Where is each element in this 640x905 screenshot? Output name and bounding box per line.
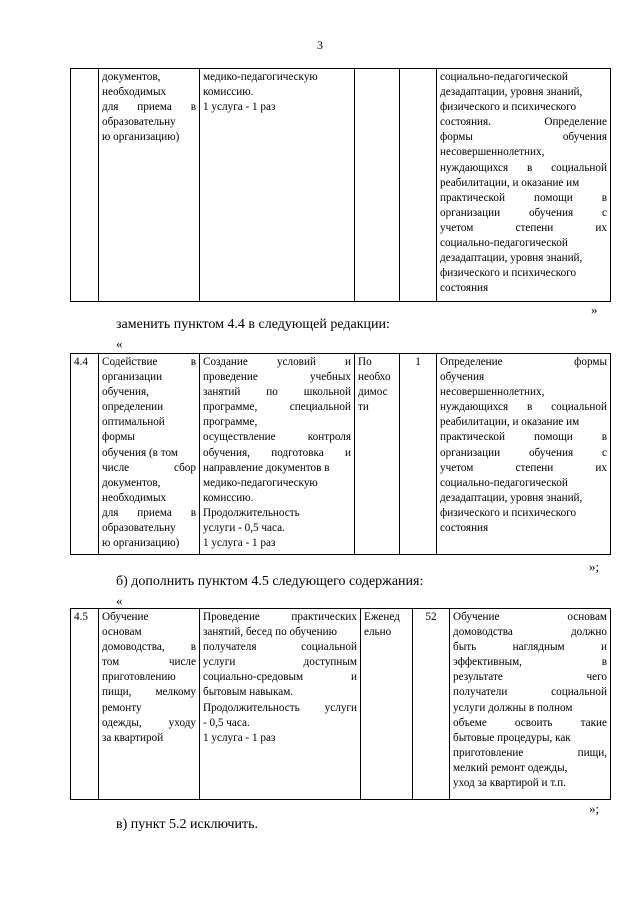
close-quote-3: »; — [589, 801, 600, 816]
cell-text-line: ельно — [364, 626, 392, 639]
cell-text-line: комиссию. — [203, 491, 254, 504]
cell-text-line: нуждающихся в социальной — [440, 161, 607, 174]
paragraph-exclude-5-2: в) пункт 5.2 исключить. — [116, 817, 258, 832]
cell-text-line: занятий по школьной — [203, 386, 351, 399]
open-quote-1: « — [116, 336, 123, 351]
period-cell — [361, 609, 413, 800]
cell-text-line: приготовлению — [102, 671, 176, 684]
cell-text-line: занятий, бесед по обучению — [203, 626, 337, 639]
table-item-4-5 — [70, 608, 611, 800]
cell-text-line: - 0,5 часа. — [203, 716, 250, 729]
cell-text-line: оптимальной — [102, 416, 165, 429]
cell-text-line: дезадаптации, уровня знаний, — [440, 86, 583, 99]
cell-text-line: дезадаптации, уровня знаний, — [440, 252, 583, 265]
period-cell — [355, 69, 400, 302]
cell-text-line: обучения, — [102, 386, 149, 399]
cell-text-line: Создание условий и — [203, 356, 351, 368]
table-item-4-4 — [70, 353, 611, 555]
cell-text-line: объеме освоить такие — [453, 716, 607, 729]
cell-text-line: уход за квартирой и т.п. — [453, 777, 566, 790]
cell-text-line: Определение формы — [440, 356, 607, 368]
cell-text-line: том числе — [102, 656, 196, 669]
cell-text-line: программе, специальной — [203, 401, 351, 414]
cell-text-line: необходимых — [102, 86, 167, 99]
cell-text-line: Содействие в — [102, 356, 196, 368]
cell-text-line: основам — [102, 626, 142, 639]
service-name-cell — [99, 609, 200, 800]
cell-text-line: Проведение практических — [203, 611, 357, 623]
cell-text-line: Продолжительность — [203, 506, 300, 519]
service-name-cell — [99, 69, 200, 302]
result-cell — [437, 354, 611, 555]
table-continuation — [70, 68, 611, 302]
cell-text-line: социально-средовым и — [203, 671, 357, 684]
cell-text-line: Еженед — [364, 611, 400, 623]
cell-text-line: димос — [358, 386, 388, 399]
cell-text-line: медико-педагогическую — [203, 476, 318, 489]
cell-text-line: ремонту — [102, 701, 142, 714]
cell-text-line: практической помощи в — [440, 431, 607, 444]
service-content-cell — [200, 354, 355, 555]
count-cell — [400, 69, 437, 302]
cell-text-line: медико-педагогическую — [203, 71, 318, 83]
close-quote-2: »; — [589, 559, 600, 574]
number-cell — [71, 69, 99, 302]
cell-text-line: направление документов в — [203, 461, 330, 474]
cell-text-line: результате чего — [453, 671, 607, 684]
count-cell: 1 — [400, 354, 437, 555]
cell-text-line: комиссию. — [203, 86, 254, 99]
cell-text-line: обучения (в том — [102, 446, 178, 459]
cell-text-line: дезадаптации, уровня знаний, — [440, 491, 583, 504]
cell-text-line: ю организацию) — [102, 537, 180, 550]
count-cell: 52 — [413, 609, 450, 800]
cell-text-line: социально-педагогической — [440, 476, 568, 489]
cell-text-line: ти — [358, 401, 369, 414]
cell-text-line: ю организацию) — [102, 131, 180, 144]
cell-text-line: услуги - 0,5 часа. — [203, 522, 285, 535]
cell-text-line: бытовые процедуры, как — [453, 731, 571, 744]
paragraph-replace-4-4: заменить пунктом 4.4 в следующей редакции: — [116, 317, 390, 332]
cell-text-line: для приема в — [102, 506, 196, 519]
cell-text-line: числе сбор — [102, 461, 196, 474]
cell-text-line: состояния — [440, 282, 489, 295]
cell-text-line: реабилитации, и оказание им — [440, 176, 580, 189]
cell-text-line: организации — [102, 371, 163, 384]
result-cell — [437, 69, 611, 302]
cell-text-line: практической помощи в — [440, 191, 607, 204]
open-quote-2: « — [116, 593, 123, 608]
cell-text-line: нуждающихся в социальной — [440, 401, 607, 414]
cell-text-line: услуги доступным — [203, 656, 357, 669]
item-number: 4.4 — [71, 354, 99, 555]
cell-text-line: проведение учебных — [203, 371, 351, 384]
cell-text-line: социально-педагогической — [440, 71, 568, 83]
cell-text-line: физического и психического — [440, 101, 577, 114]
cell-text-line: пищи, мелкому — [102, 686, 196, 699]
cell-text-line: документов, — [102, 476, 161, 489]
service-name-cell — [99, 354, 200, 555]
cell-text-line: формы — [102, 431, 135, 444]
paragraph-add-4-5: б) дополнить пунктом 4.5 следующего содержания: — [116, 574, 424, 589]
cell-text-line: 1 услуга - 1 раз — [203, 101, 276, 114]
cell-text-line: осуществление контроля — [203, 431, 351, 444]
cell-text-line: учетом степени их — [440, 221, 607, 234]
cell-text-line: эффективным, в — [453, 656, 607, 669]
cell-text-line: организации обучения с — [440, 206, 607, 219]
cell-text-line: обучения — [440, 371, 485, 384]
cell-text-line: необходимых — [102, 491, 167, 504]
page-number: 3 — [317, 38, 323, 52]
cell-text-line: образовательну — [102, 116, 176, 129]
cell-text-line: социально-педагогической — [440, 237, 568, 250]
cell-text-line: определении — [102, 401, 164, 414]
cell-text-line: бытовым навыкам. — [203, 686, 294, 699]
cell-text-line: мелкий ремонт одежды, — [453, 761, 568, 774]
cell-text-line: получателя социальной — [203, 641, 357, 654]
cell-text-line: документов, — [102, 71, 161, 83]
cell-text-line: одежды, уходу — [102, 716, 196, 729]
cell-text-line: несовершеннолетних, — [440, 386, 545, 399]
cell-text-line: обучения, подготовка и — [203, 446, 351, 459]
cell-text-line: учетом степени их — [440, 461, 607, 474]
period-cell — [355, 354, 400, 555]
cell-text-line: несовершеннолетних, — [440, 146, 545, 159]
cell-text-line: состояния. Определение — [440, 116, 607, 129]
cell-text-line: за квартирой — [102, 731, 164, 744]
close-quote-1: » — [591, 302, 598, 317]
cell-text-line: формы обучения — [440, 131, 607, 144]
cell-text-line: 1 услуга - 1 раз — [203, 537, 276, 550]
service-content-cell — [200, 609, 361, 800]
cell-text-line: приготовление пищи, — [453, 746, 607, 759]
cell-text-line: домоводства должно — [453, 626, 607, 639]
cell-text-line: быть наглядным и — [453, 641, 607, 654]
cell-text-line: организации обучения с — [440, 446, 607, 459]
cell-text-line: услуги должны в полном — [453, 701, 573, 714]
cell-text-line: Обучение — [102, 611, 149, 623]
cell-text-line: домоводства, в — [102, 641, 196, 654]
cell-text-line: По — [358, 356, 372, 368]
cell-text-line: 1 услуга - 1 раз — [203, 731, 276, 744]
service-content-cell — [200, 69, 355, 302]
cell-text-line: Обучение основам — [453, 611, 607, 623]
result-cell — [450, 609, 611, 800]
cell-text-line: Продолжительность услуги — [203, 701, 357, 714]
cell-text-line: образовательну — [102, 522, 176, 535]
cell-text-line: физического и психического — [440, 506, 577, 519]
cell-text-line: физического и психического — [440, 267, 577, 280]
cell-text-line: состояния — [440, 522, 489, 535]
cell-text-line: для приема в — [102, 101, 196, 114]
cell-text-line: необхо — [358, 371, 391, 384]
item-number: 4.5 — [71, 609, 99, 800]
cell-text-line: получатели социальной — [453, 686, 607, 699]
cell-text-line: реабилитации, и оказание им — [440, 416, 580, 429]
cell-text-line: программе, — [203, 416, 258, 429]
